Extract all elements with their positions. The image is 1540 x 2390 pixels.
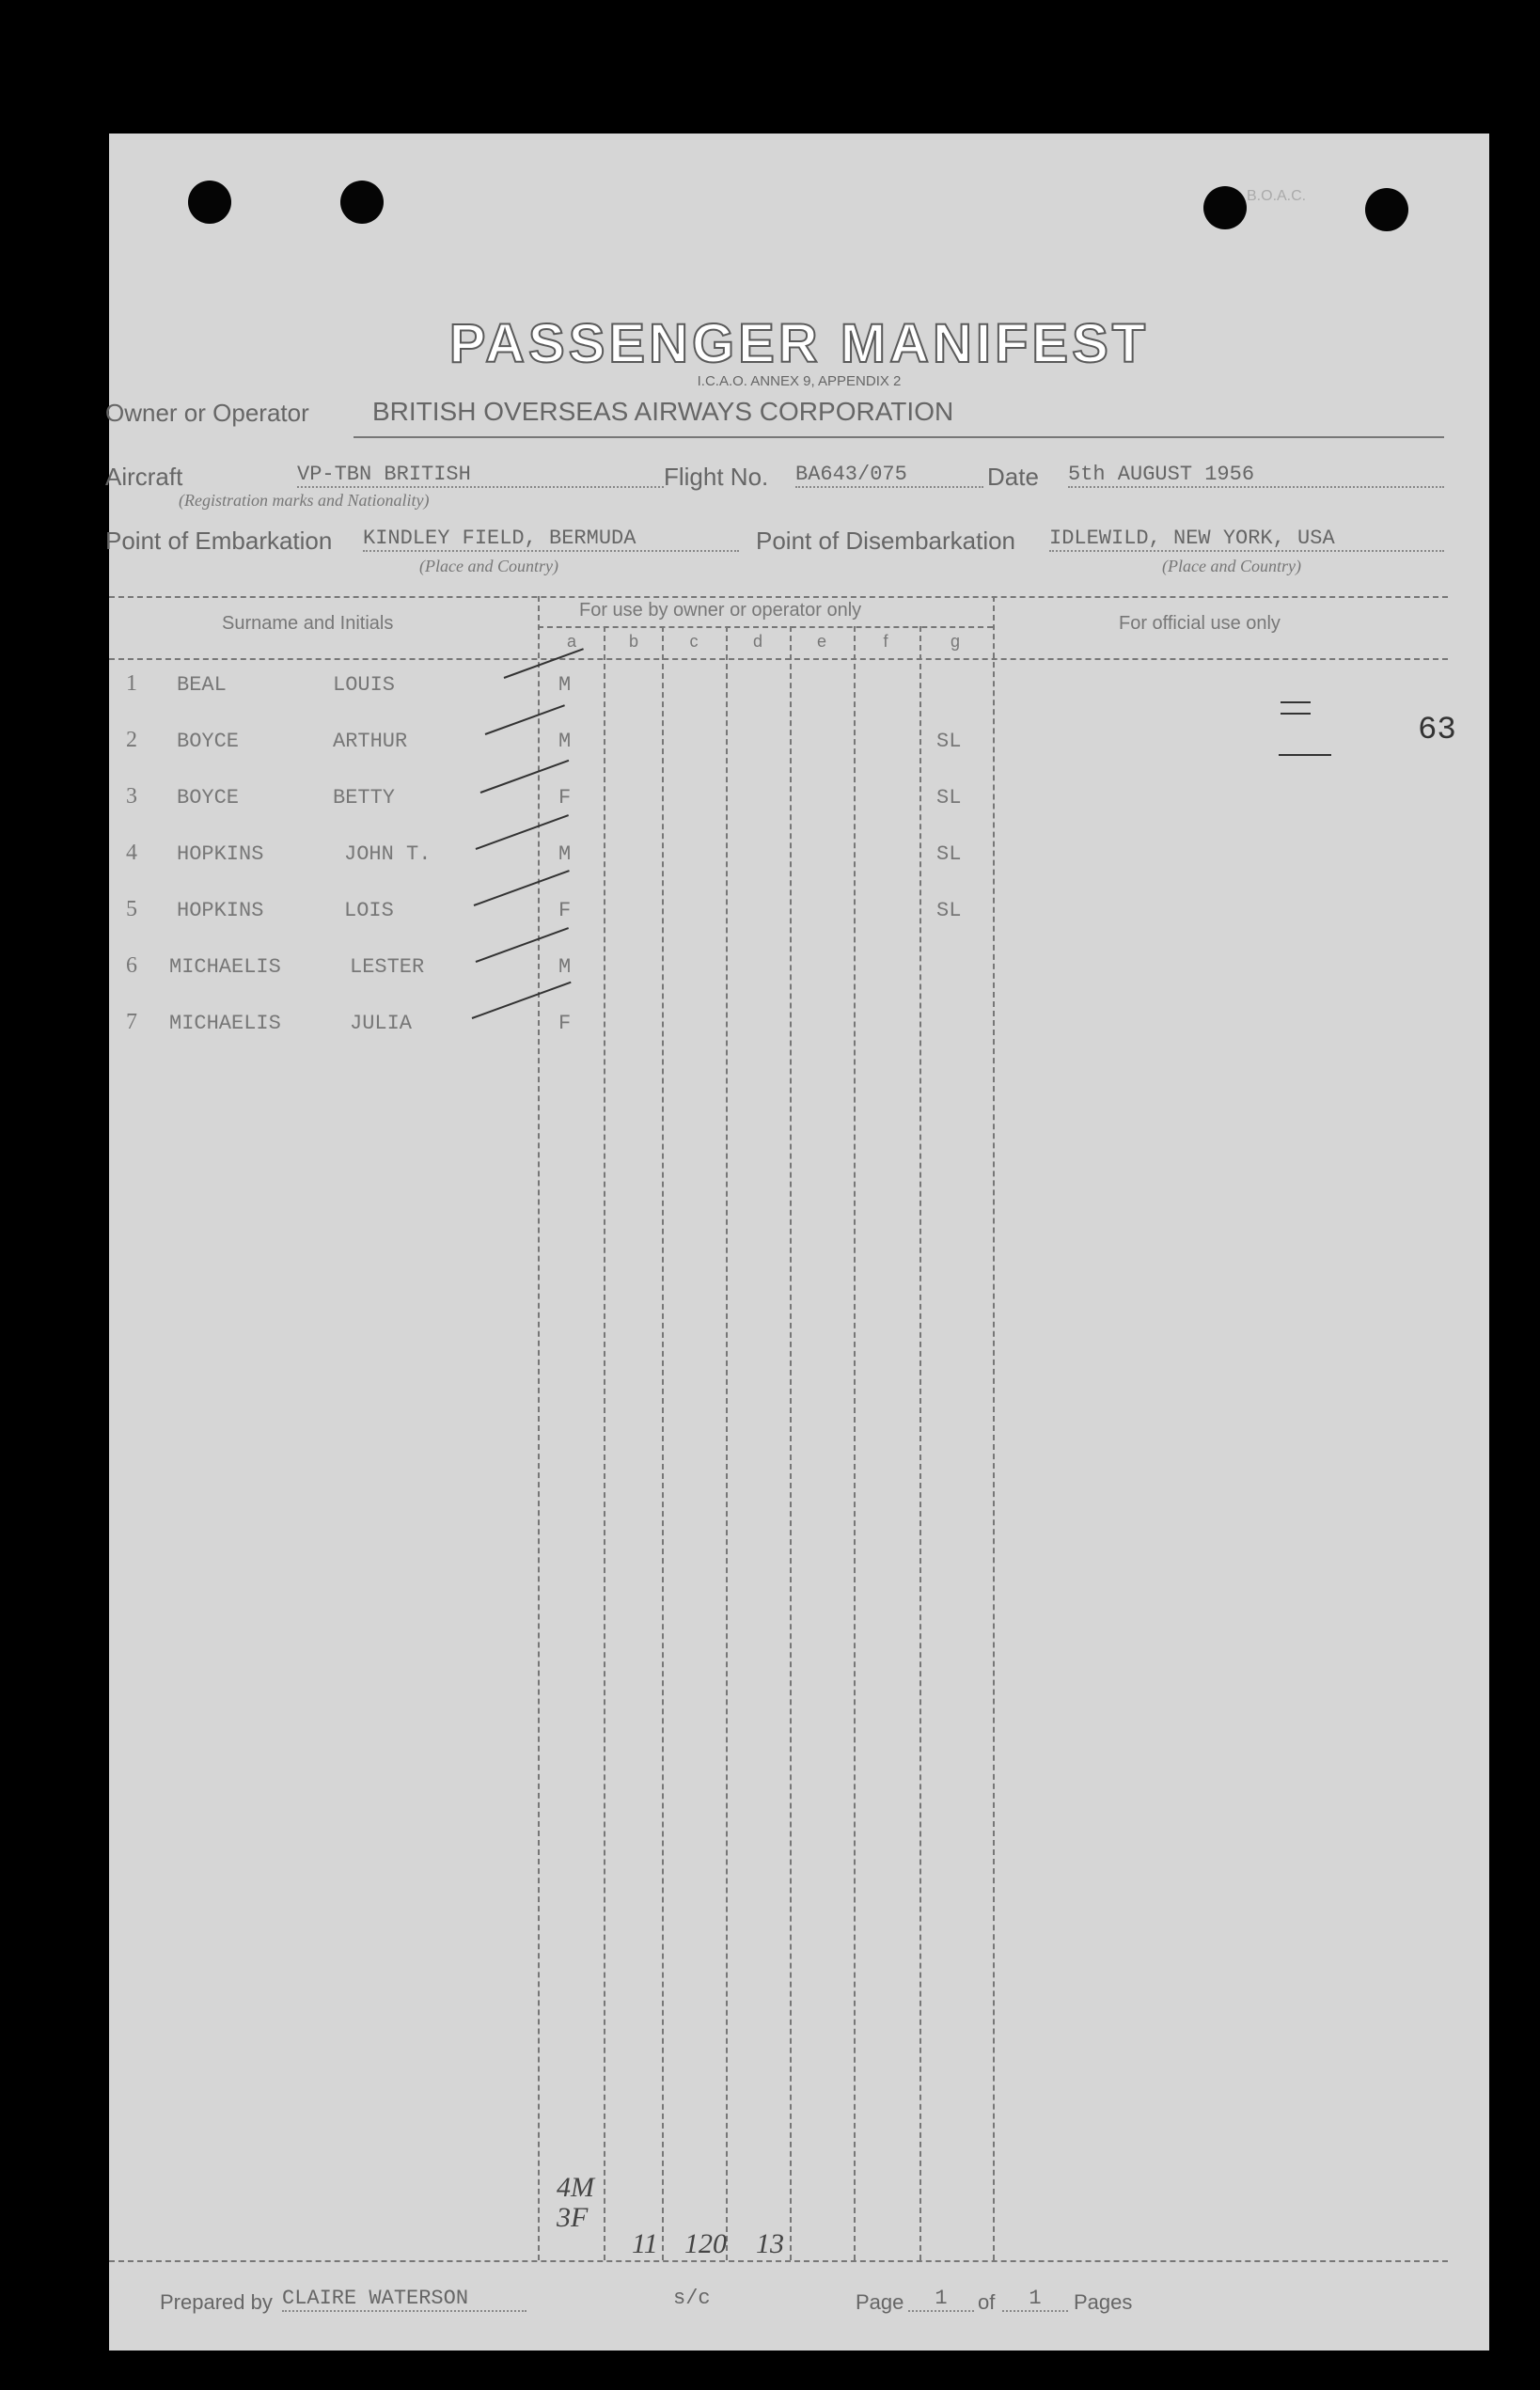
official-dash-mark [1281, 713, 1311, 715]
page-number: 1 [908, 2287, 974, 2312]
aircraft-label: Aircraft [105, 463, 183, 491]
check-mark [480, 760, 570, 794]
row-number: 5 [126, 897, 137, 921]
column-divider [538, 596, 540, 2260]
punch-hole [1203, 186, 1247, 229]
name-column-header: Surname and Initials [222, 613, 394, 634]
embarkation-value: KINDLEY FIELD, BERMUDA [363, 527, 739, 552]
column-divider [662, 626, 664, 2260]
column-divider [854, 626, 856, 2260]
row-number: 1 [126, 671, 137, 696]
check-mark [504, 648, 584, 679]
official-dash-mark [1281, 701, 1311, 703]
passenger-surname: MICHAELIS [169, 1012, 281, 1035]
check-mark [476, 814, 569, 850]
check-mark [476, 927, 569, 963]
total-column-d: 13 [756, 2228, 784, 2259]
passenger-given-name: LOIS [344, 899, 394, 922]
passenger-sex: F [558, 1012, 572, 1035]
page-total: 1 [1002, 2287, 1068, 2312]
row-number: 6 [126, 953, 137, 978]
official-number: 63 [1418, 713, 1456, 748]
owner-underline [354, 436, 1444, 438]
embarkation-hint: (Place and Country) [419, 557, 558, 575]
passenger-given-name: LOUIS [333, 673, 396, 697]
check-mark [474, 870, 570, 906]
column-divider [993, 596, 995, 2260]
passenger-given-name: ARTHUR [333, 730, 408, 753]
pages-label: Pages [1074, 2290, 1133, 2314]
official-dash-mark [1279, 754, 1331, 756]
column-c-header: c [689, 632, 699, 651]
disembarkation-hint: (Place and Country) [1162, 557, 1301, 575]
total-female: 3F [557, 2202, 589, 2233]
owner-value: BRITISH OVERSEAS AIRWAYS CORPORATION [372, 397, 954, 426]
row-number: 2 [126, 728, 137, 752]
punch-hole [1365, 188, 1408, 231]
aircraft-hint: (Registration marks and Nationality) [179, 491, 430, 510]
row-number: 3 [126, 784, 137, 809]
passenger-sex: M [558, 842, 572, 866]
passenger-sex: F [558, 899, 572, 922]
faint-stamp: B.O.A.C. [1247, 188, 1307, 204]
row-number: 7 [126, 1010, 137, 1034]
passenger-surname: HOPKINS [177, 899, 264, 922]
of-label: of [978, 2290, 996, 2314]
passenger-given-name: LESTER [350, 955, 425, 979]
punch-hole [188, 181, 231, 224]
column-divider [919, 626, 921, 2260]
disembarkation-value: IDLEWILD, NEW YORK, USA [1049, 527, 1444, 552]
column-e-header: e [816, 632, 826, 651]
passenger-given-name: BETTY [333, 786, 396, 810]
page-title: PASSENGER MANIFEST [448, 313, 1150, 374]
official-column-header: For official use only [1119, 613, 1281, 634]
total-column-c: 120 [684, 2228, 727, 2259]
passenger-surname: BEAL [177, 673, 227, 697]
date-label: Date [987, 463, 1039, 491]
passenger-surname: BOYCE [177, 786, 240, 810]
embarkation-label: Point of Embarkation [105, 527, 333, 555]
column-f-header: f [883, 632, 888, 651]
passenger-code: SL [936, 899, 962, 922]
aircraft-value: VP-TBN BRITISH [297, 463, 664, 488]
manifest-sheet [105, 134, 1489, 2351]
column-g-header: g [950, 632, 960, 651]
column-d-header: d [752, 632, 762, 651]
passenger-code: SL [936, 786, 962, 810]
check-mark [485, 704, 565, 735]
column-b-header: b [628, 632, 638, 651]
prepared-by-label: Prepared by [160, 2290, 273, 2314]
operator-subheader-rule [538, 626, 993, 628]
passenger-sex: M [558, 673, 572, 697]
punch-hole [340, 181, 384, 224]
column-divider [790, 626, 792, 2260]
column-a-header: a [566, 632, 576, 651]
passenger-given-name: JOHN T. [344, 842, 432, 866]
column-divider [726, 626, 728, 2260]
prepared-by-value: CLAIRE WATERSON [282, 2287, 526, 2312]
row-number: 4 [126, 841, 137, 865]
disembarkation-label: Point of Disembarkation [756, 527, 1016, 555]
passenger-given-name: JULIA [350, 1012, 413, 1035]
passenger-sex: M [558, 730, 572, 753]
table-bottom-rule [109, 2260, 1448, 2262]
passenger-surname: MICHAELIS [169, 955, 281, 979]
date-value: 5th AUGUST 1956 [1068, 463, 1444, 488]
passenger-code: SL [936, 730, 962, 753]
operator-column-header: For use by owner or operator only [579, 600, 862, 621]
passenger-surname: HOPKINS [177, 842, 264, 866]
page-subtitle: I.C.A.O. ANNEX 9, APPENDIX 2 [697, 373, 902, 389]
flight-value: BA643/075 [795, 463, 983, 488]
passenger-surname: BOYCE [177, 730, 240, 753]
flight-label: Flight No. [664, 463, 769, 491]
passenger-sex: F [558, 786, 572, 810]
passenger-code: SL [936, 842, 962, 866]
owner-label: Owner or Operator [105, 399, 309, 427]
table-top-rule [109, 596, 1448, 598]
total-male: 4M [557, 2172, 594, 2203]
total-column-b: 11 [632, 2228, 658, 2259]
page-label: Page [856, 2290, 904, 2314]
column-divider [604, 626, 605, 2260]
header-bottom-rule [109, 658, 1448, 660]
prepared-by-role: s/c [673, 2287, 711, 2310]
passenger-sex: M [558, 955, 572, 979]
check-mark [472, 982, 572, 1019]
